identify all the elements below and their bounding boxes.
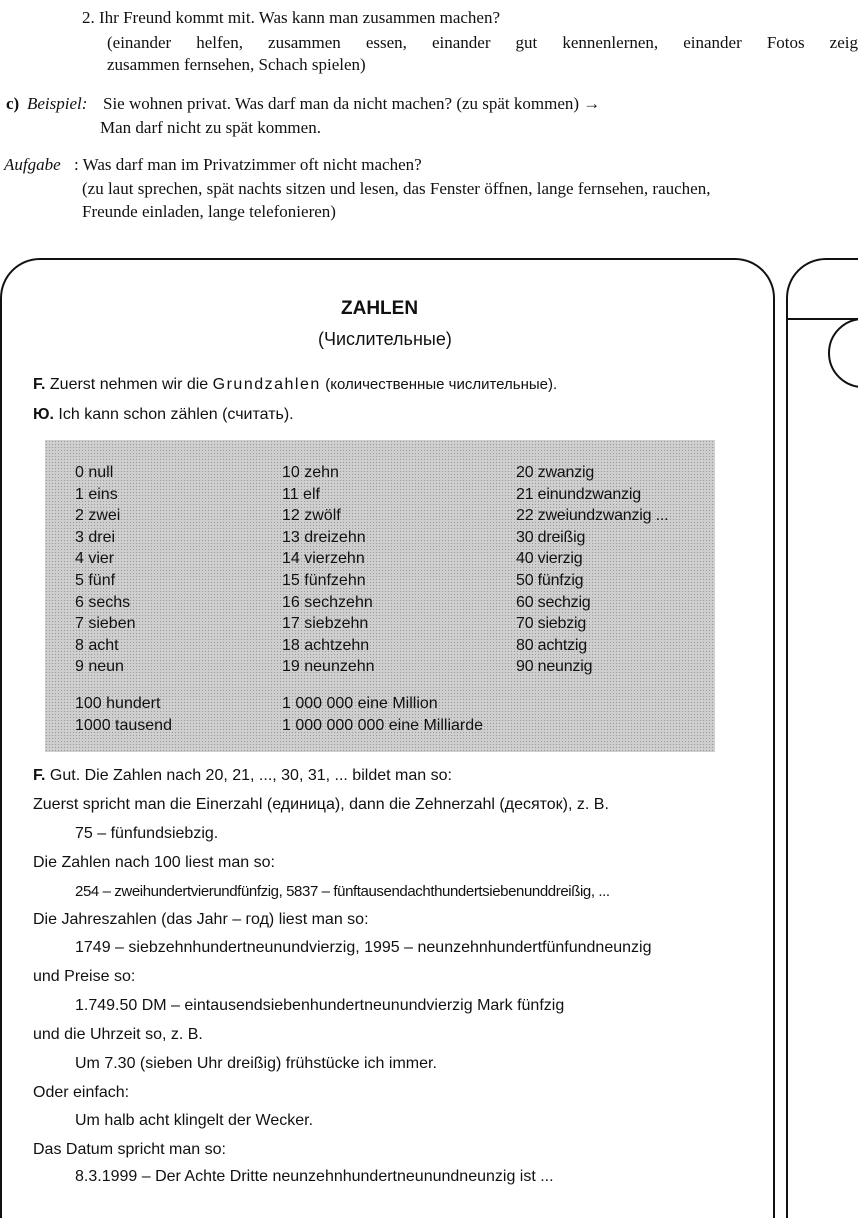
dialog-line-f1-pre: Zuerst nehmen wir die	[49, 376, 209, 393]
example-line: 1.749.50 DM – eintausendsiebenhundertneunundvierzig Mark fünfzig	[75, 997, 565, 1014]
number-entry: 7 sieben	[75, 615, 136, 633]
explanation-line: und Preise so:	[33, 968, 136, 985]
number-entry: 14 vierzehn	[282, 550, 365, 568]
number-entry: 13 dreizehn	[282, 528, 366, 546]
explanation-line: Oder einfach:	[33, 1084, 130, 1101]
number-entry: 10 zehn	[282, 464, 339, 481]
numbers-big-right	[282, 693, 483, 736]
exercise-c-label: Beispiel:	[27, 94, 88, 113]
number-entry: 5 fünf	[75, 571, 116, 589]
speaker-f: F.	[33, 376, 46, 393]
speaker-f: F.	[33, 767, 46, 784]
number-entry: 90 neunzig	[516, 658, 593, 676]
number-entry: 70 siebzig	[516, 615, 587, 633]
speaker-u: Ю.	[33, 406, 54, 423]
number-entry: 9 neun	[75, 658, 124, 676]
example-line: 254 – zweihundertvierundfünfzig, 5837 – fünftausendachthundertsiebenunddreißig, ...	[75, 883, 610, 900]
exercise-c-answer: Man darf nicht zu spät kommen.	[100, 118, 321, 137]
number-entry: 18 achtzehn	[282, 636, 370, 654]
aufgabe-hint-line1: (zu laut sprechen, spät nachts sitzen und lesen, das Fenster öffnen, lange fernsehen, rauchen,	[82, 179, 711, 198]
number-entry: 2 zwei	[75, 507, 121, 525]
number-entry: 16 sechzehn	[282, 593, 373, 611]
number-entry: 40 vierzig	[516, 550, 583, 568]
exercise-2-hint-line1: (einander helfen, zusammen essen, einander gut kennenlernen, einander Fotos zeig	[107, 33, 858, 52]
number-entry: 17 siebzehn	[282, 615, 369, 633]
number-entry: 21 einundzwanzig	[516, 485, 641, 503]
example-line: Um 7.30 (sieben Uhr dreißig) frühstücke ich immer.	[75, 1055, 437, 1072]
grundzahlen-term: Grundzahlen	[212, 376, 321, 393]
dialog-line-f1-post: (количественные числительные).	[325, 376, 558, 393]
number-entry: 11 elf	[282, 485, 320, 503]
explanation-line: Zuerst spricht man die Einerzahl (единица), dann die Zehnerzahl (десяток), z. B.	[33, 796, 609, 813]
number-entry: 8 acht	[75, 636, 119, 654]
explanation-line	[33, 767, 452, 785]
number-entry: 1 000 000 eine Million	[282, 695, 438, 712]
number-entry: 20 zwanzig	[516, 464, 595, 481]
exercise-2-hint-line2: zusammen fernsehen, Schach spielen)	[107, 55, 366, 74]
side-frame	[786, 258, 858, 1218]
zahlen-title: ZAHLEN	[341, 298, 419, 319]
number-entry: 30 dreißig	[516, 528, 586, 546]
exercise-2-question: 2. Ihr Freund kommt mit. Was kann man zusammen machen?	[82, 8, 501, 27]
exercise-c-marker: c)	[6, 94, 20, 113]
dialog-line-u-text: Ich kann schon zählen (считать).	[58, 406, 294, 423]
number-entry: 100 hundert	[75, 695, 161, 712]
example-line: Um halb acht klingelt der Wecker.	[75, 1112, 314, 1129]
dialog-line-f1	[33, 376, 557, 394]
numbers-table	[45, 440, 715, 752]
example-line: 1749 – siebzehnhundertneunundvierzig, 1995 – neunzehnhundertfünfundneunzig	[75, 939, 652, 956]
numbers-col-units	[75, 462, 136, 678]
explanation-line: und die Uhrzeit so, z. B.	[33, 1026, 203, 1043]
explanation-line: Das Datum spricht man so:	[33, 1141, 226, 1158]
number-entry: 1000 tausend	[75, 716, 172, 734]
explanation-line: Die Zahlen nach 100 liest man so:	[33, 854, 275, 871]
number-entry: 19 neunzehn	[282, 658, 375, 676]
dialog-line-u	[33, 406, 294, 424]
number-entry: 1 eins	[75, 485, 118, 503]
number-entry: 12 zwölf	[282, 507, 341, 525]
aufgabe-label: Aufgabe	[4, 155, 61, 174]
number-entry: 60 sechzig	[516, 593, 591, 611]
number-entry: 22 zweiundzwanzig ...	[516, 507, 669, 525]
example-line: 8.3.1999 – Der Achte Dritte neunzehnhundertneunundneunzig ist ...	[75, 1168, 554, 1185]
number-entry: 80 achtzig	[516, 636, 587, 654]
number-entry: 1 000 000 000 eine Milliarde	[282, 716, 484, 734]
zahlen-subtitle: (Числительные)	[318, 329, 452, 349]
exercise-c-question: Sie wohnen privat. Was darf man da nicht machen? (zu spät kommen) →	[103, 94, 601, 113]
aufgabe-hint-line2: Freunde einladen, lange telefonieren)	[82, 202, 336, 221]
number-entry: 6 sechs	[75, 593, 131, 611]
aufgabe-question: : Was darf man im Privatzimmer oft nicht machen?	[74, 155, 422, 174]
number-entry: 15 fünfzehn	[282, 571, 366, 589]
numbers-big-left	[75, 693, 172, 736]
numbers-col-tens	[516, 462, 668, 678]
number-entry: 3 drei	[75, 528, 116, 546]
number-entry: 50 fünfzig	[516, 571, 584, 589]
explanation-line: Die Jahreszahlen (das Jahr – год) liest man so:	[33, 911, 369, 928]
explanation-text: Gut. Die Zahlen nach 20, 21, ..., 30, 31, ... bildet man so:	[49, 767, 452, 784]
number-entry: 0 null	[75, 464, 114, 481]
example-line: 75 – fünfundsiebzig.	[75, 825, 219, 842]
numbers-col-teens	[282, 462, 375, 678]
side-divider	[788, 318, 858, 320]
number-entry: 4 vier	[75, 550, 115, 568]
